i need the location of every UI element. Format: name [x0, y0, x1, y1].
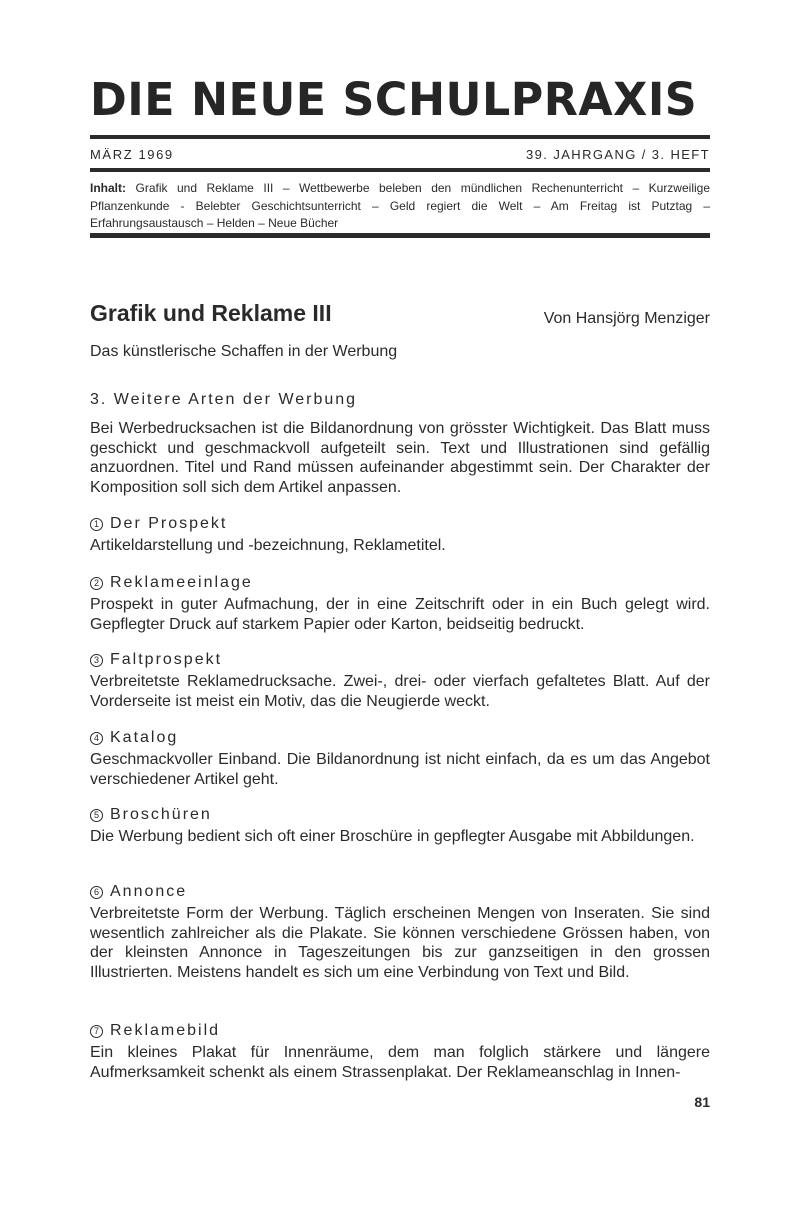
item-text: Prospekt in guter Aufmachung, der in eine Zeitschrift oder in ein Buch gelegt wird. Gepflegter Druck auf starkem Papier oder Karton, beidseitig bedruckt.	[90, 596, 710, 633]
circled-number-icon: 6	[90, 886, 103, 899]
item-heading	[90, 880, 710, 904]
item-heading	[90, 726, 710, 750]
item-text: Verbreitetste Reklamedrucksache. Zwei-, drei- oder vierfach gefaltetes Blatt. Auf der Vorderseite ist meist ein Motiv, das die Neugierde weckt.	[90, 673, 710, 710]
item-title: Reklameeinlage	[110, 574, 253, 591]
list-item	[90, 1019, 710, 1082]
circled-number-icon: 2	[90, 577, 103, 590]
list-item	[90, 648, 710, 711]
list-item	[90, 803, 710, 847]
circled-number-icon: 7	[90, 1025, 103, 1038]
toc-text: Grafik und Reklame III – Wettbewerbe beleben den mündlichen Rechenunterricht – Kurzweilige Pflanzenkunde - Belebter Geschichtsunterricht – Geld regiert die Welt – Am Freitag ist Putztag – Erfahrungsaustausch – Helden – Neue Bücher	[90, 181, 710, 230]
circled-number-icon: 3	[90, 654, 103, 667]
item-title: Der Prospekt	[110, 515, 228, 532]
item-text: Geschmackvoller Einband. Die Bildanordnung ist nicht einfach, da es um das Angebot verschiedener Artikel geht.	[90, 751, 710, 788]
intro-paragraph: Bei Werbedrucksachen ist die Bildanordnung von grösster Wichtigkeit. Das Blatt muss geschickt und geschmackvoll aufgeteilt sein. Text und Illustrationen sind gefällig anzuordnen. Titel und Rand müssen aufeinander abgestimmt sein. Der Charakter der Komposition soll sich dem Artikel anpassen.	[90, 420, 710, 496]
list-item	[90, 726, 710, 789]
item-heading	[90, 512, 710, 536]
issue-date: MÄRZ 1969	[90, 147, 174, 162]
item-title: Faltprospekt	[110, 651, 223, 668]
circled-number-icon: 5	[90, 809, 103, 822]
article-title: Grafik und Reklame III	[90, 300, 332, 326]
item-text: Verbreitetste Form der Werbung. Täglich erscheinen Mengen von Inseraten. Sie sind wesentlich zahlreicher als die Plakate. Sie können verschiedene Grössen haben, von der kleinsten Annonce in Tageszeitungen bis zur ganzseitigen in den grossen Illustrierten. Meistens handelt es sich um eine Verbindung von Text und Bild.	[90, 905, 710, 981]
table-of-contents	[90, 180, 710, 233]
item-heading	[90, 648, 710, 672]
article-author: Von Hansjörg Menziger	[543, 310, 710, 327]
item-text: Artikeldarstellung und -bezeichnung, Reklametitel.	[90, 537, 446, 554]
item-title: Katalog	[110, 729, 179, 746]
issue-info-row	[90, 147, 710, 165]
item-text: Die Werbung bedient sich oft einer Broschüre in gepflegter Ausgabe mit Abbildungen.	[90, 828, 695, 845]
item-text: Ein kleines Plakat für Innenräume, dem man folglich stärkere und längere Aufmerksamkeit schenkt als einem Strassenplakat. Der Reklameanschlag in Innen-	[90, 1044, 710, 1081]
section-heading: 3. Weitere Arten der Werbung	[90, 391, 358, 408]
item-heading	[90, 571, 710, 595]
circled-number-icon: 4	[90, 732, 103, 745]
magazine-title: DIE NEUE SCHULPRAXIS	[90, 73, 698, 126]
circled-number-icon: 1	[90, 518, 103, 531]
list-item	[90, 571, 710, 634]
header-rule-bottom	[90, 233, 710, 238]
header-rule-top	[90, 135, 710, 139]
item-title: Reklamebild	[110, 1022, 221, 1039]
list-item	[90, 512, 710, 556]
list-item	[90, 880, 710, 982]
header-rule-middle	[90, 168, 710, 172]
item-heading	[90, 803, 710, 827]
toc-label: Inhalt:	[90, 181, 126, 195]
item-heading	[90, 1019, 710, 1043]
page-number: 81	[694, 1094, 710, 1110]
item-title: Broschüren	[110, 806, 212, 823]
issue-volume: 39. JAHRGANG / 3. HEFT	[526, 147, 710, 162]
item-title: Annonce	[110, 883, 188, 900]
article-subtitle: Das künstlerische Schaffen in der Werbung	[90, 343, 398, 360]
